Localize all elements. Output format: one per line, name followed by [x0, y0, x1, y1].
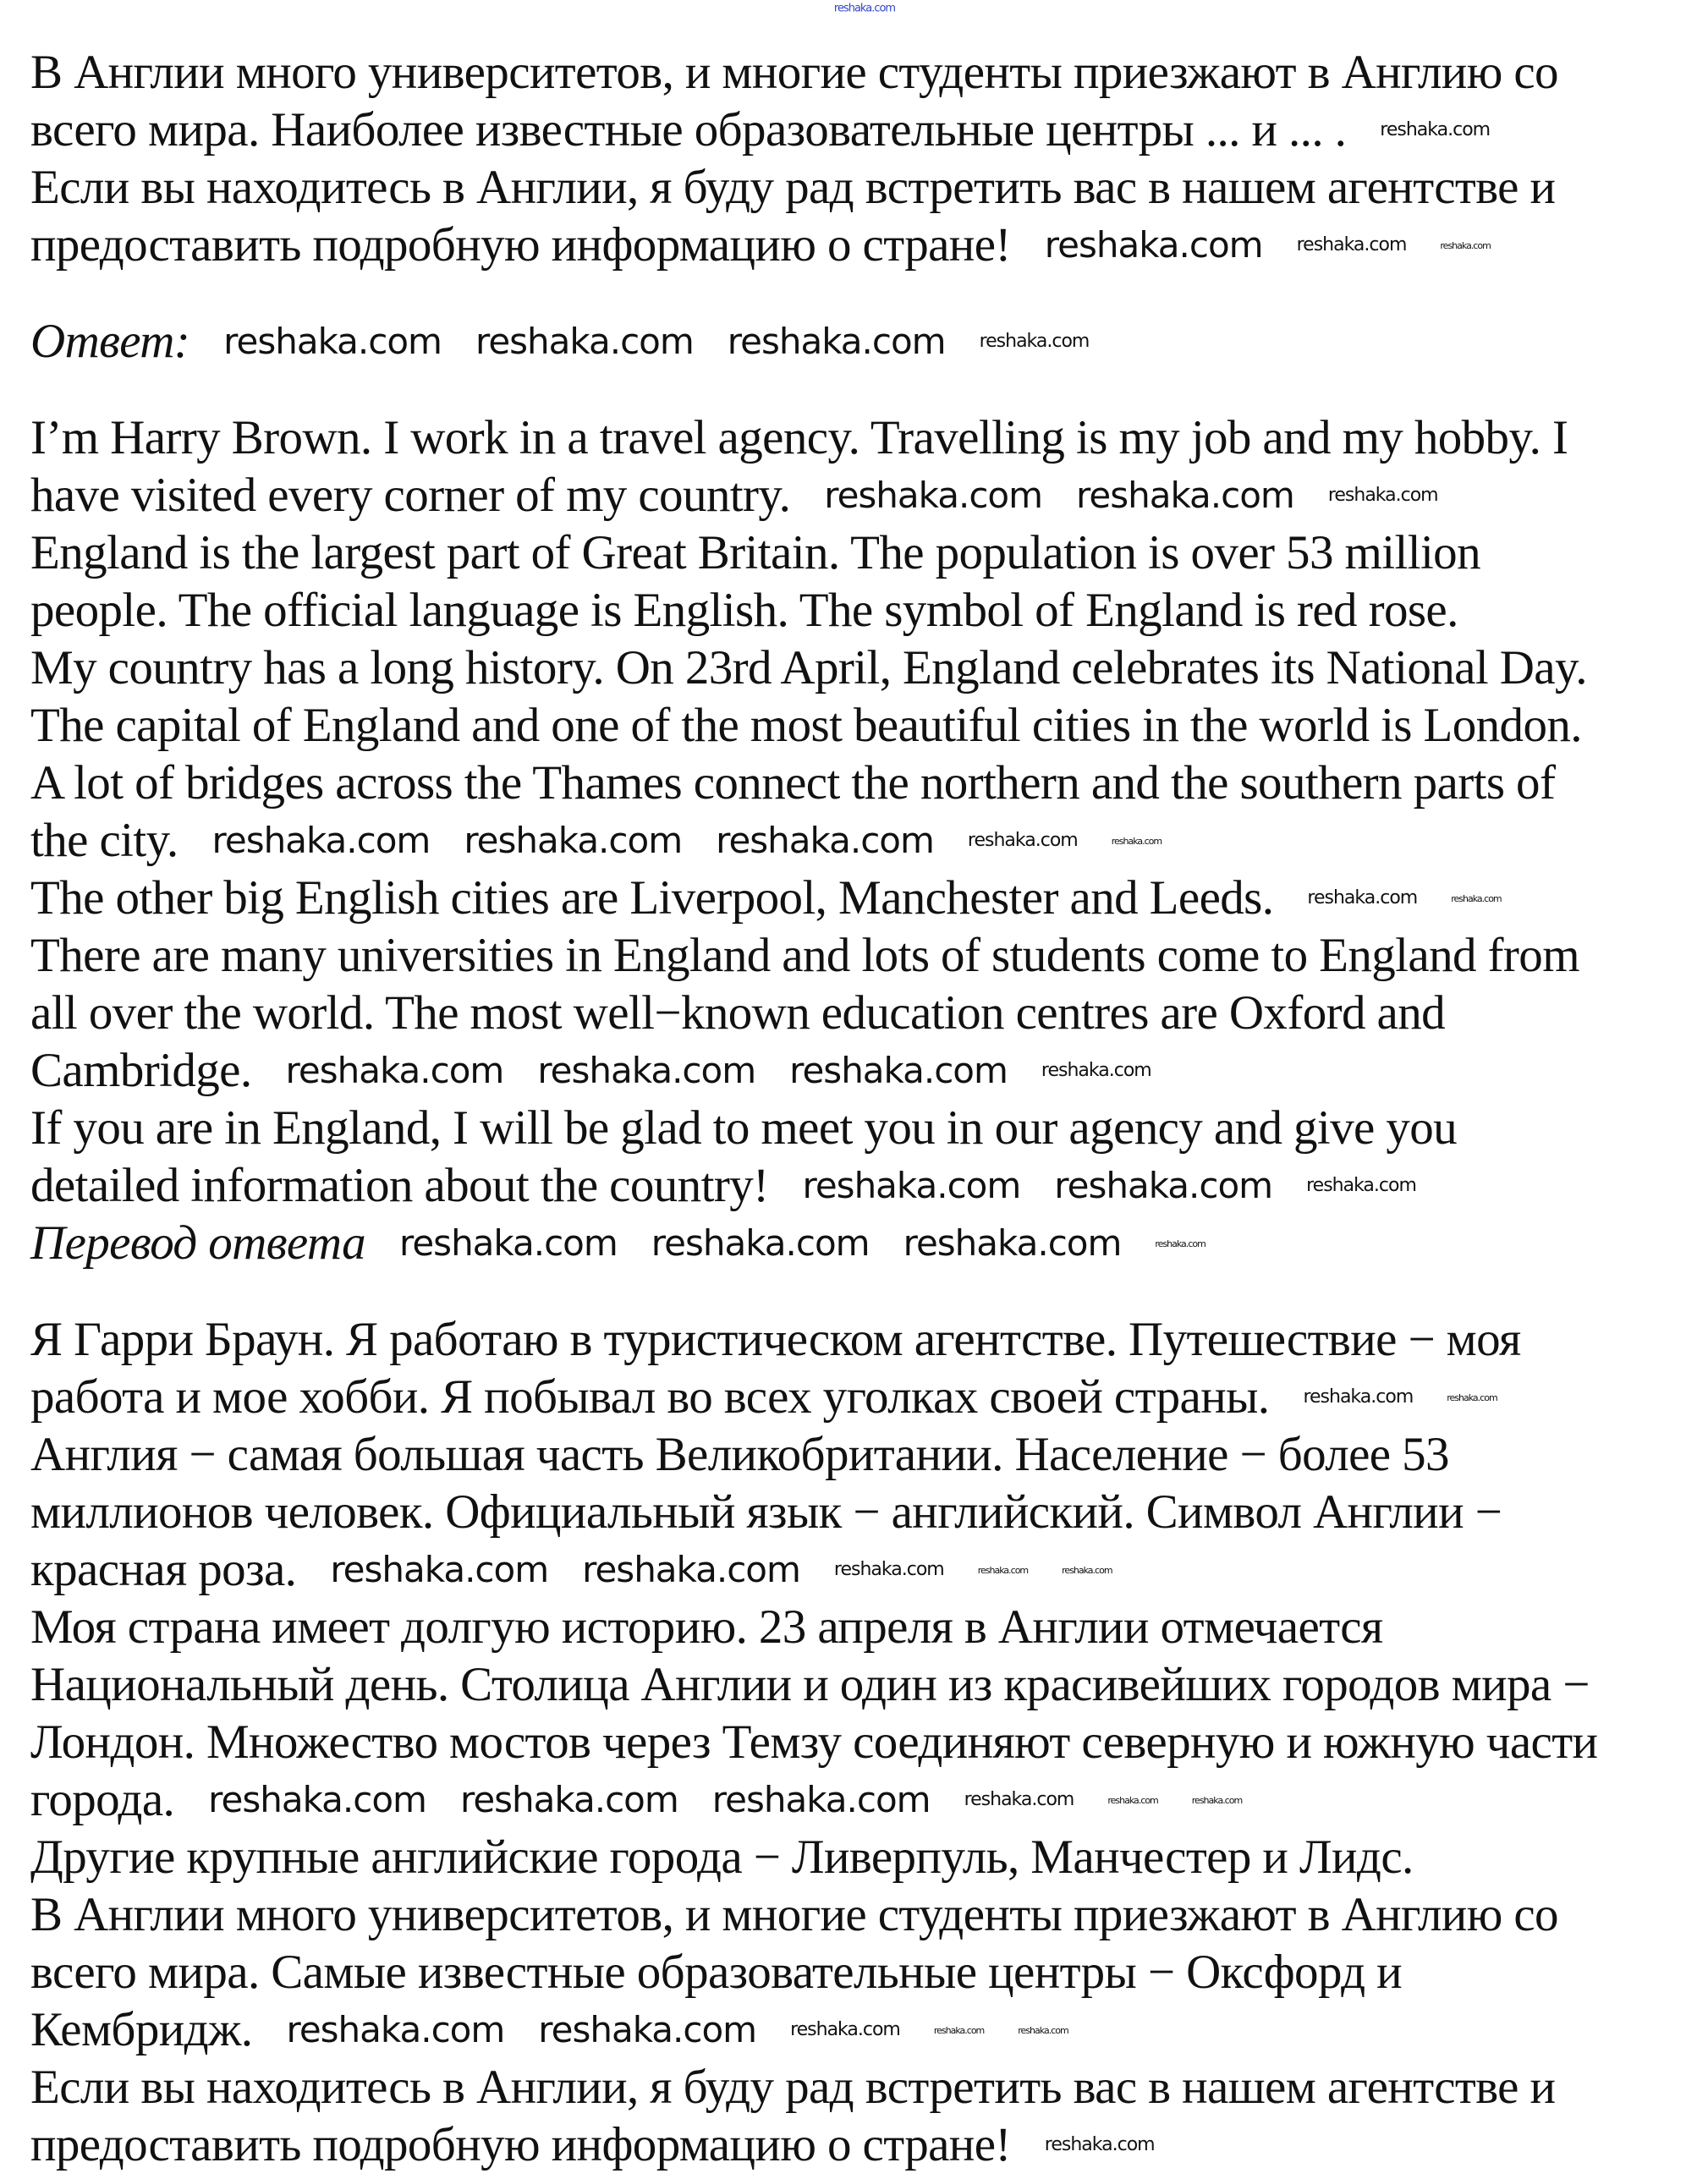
line-text: Я Гарри Браун. Я работаю в туристическом агентстве. Путешествие − моя [30, 1313, 1521, 1366]
line-text: The capital of England and one of the most beautiful cities in the world is London. [30, 699, 1582, 752]
text-line [30, 1426, 1708, 1484]
line-text: Cambridge. [30, 1044, 252, 1097]
line-text: города. [30, 1773, 175, 1826]
watermark: reshaka.com [1044, 224, 1263, 266]
line-text: If you are in England, I will be glad to meet you in our agency and give you [30, 1101, 1458, 1155]
text-line [30, 159, 1708, 217]
watermark: reshaka.com [1111, 835, 1162, 847]
line-text: Если вы находитесь в Англии, я буду рад встретить вас в нашем агентстве и [30, 2061, 1556, 2114]
watermark: reshaka.com [903, 1222, 1122, 1264]
text-line [30, 1042, 1708, 1100]
text-line [30, 1541, 1708, 1599]
document-body [30, 44, 1708, 2174]
answer-heading [30, 313, 1708, 370]
line-text: all over the world. The most well−known education centres are Oxford and [30, 986, 1446, 1040]
line-text: The other big English cities are Liverpool, Manchester and Leeds. [30, 871, 1274, 925]
watermark: reshaka.com [1076, 475, 1294, 516]
watermark: reshaka.com [223, 321, 442, 362]
watermark: reshaka.com [716, 820, 934, 861]
line-text: Национальный день. Столица Англии и один из красивейших городов мира − [30, 1658, 1590, 1711]
translation-text [30, 1311, 1708, 2174]
watermark: reshaka.com [727, 321, 946, 362]
text-line [30, 1599, 1708, 1656]
watermark: reshaka.com [824, 475, 1043, 516]
line-text: всего мира. Самые известные образовательные центры − Оксфорд и [30, 1946, 1403, 1999]
line-text: Англия − самая большая часть Великобритании. Население − более 53 [30, 1428, 1449, 1481]
line-text: I’m Harry Brown. I work in a travel agency. Travelling is my job and my hobby. I [30, 411, 1568, 464]
line-text: В Англии много университетов, и многие студенты приезжают в Англию со [30, 1888, 1558, 1941]
line-text: My country has a long history. On 23rd April, England celebrates its National Day. [30, 641, 1587, 694]
line-text: have visited every corner of my country. [30, 469, 791, 522]
watermark: reshaka.com [1327, 485, 1438, 506]
text-line [30, 2001, 1708, 2059]
text-line [30, 2059, 1708, 2116]
text-line [30, 467, 1708, 524]
watermark: reshaka.com [1018, 2024, 1068, 2036]
watermark: reshaka.com [330, 1549, 549, 1590]
watermark: reshaka.com [933, 2024, 985, 2036]
watermark: reshaka.com [537, 1050, 756, 1091]
text-line [30, 44, 1708, 102]
watermark: reshaka.com [790, 2019, 900, 2040]
watermark: reshaka.com [1440, 239, 1491, 251]
text-line [30, 870, 1708, 927]
heading-text: Ответ: [30, 315, 190, 368]
watermark: reshaka.com [1107, 1794, 1158, 1806]
text-line [30, 1656, 1708, 1714]
line-text: A lot of bridges across the Thames connect the northern and the southern parts of [30, 756, 1556, 810]
watermark: reshaka.com [964, 1789, 1074, 1810]
translation-heading [30, 1215, 1708, 1272]
text-line [30, 639, 1708, 697]
line-text: Кембридж. [30, 2003, 253, 2056]
watermark: reshaka.com [967, 830, 1078, 851]
line-text: работа и мое хобби. Я побывал во всех уголках своей страны. [30, 1370, 1270, 1424]
line-text: Лондон. Множество мостов через Темзу соединяют северную и южную части [30, 1715, 1598, 1769]
line-text: красная роза. [30, 1543, 297, 1596]
watermark: reshaka.com [1041, 1060, 1151, 1081]
watermark: reshaka.com [1380, 119, 1491, 140]
text-line [30, 812, 1708, 870]
text-line [30, 985, 1708, 1042]
line-text: В Англии много университетов, и многие студенты приезжают в Англию со [30, 46, 1558, 99]
watermark: reshaka.com [475, 321, 694, 362]
watermark: reshaka.com [1062, 1564, 1112, 1576]
text-line [30, 217, 1708, 274]
text-line [30, 1311, 1708, 1369]
line-text: всего мира. Наиболее известные образовательные центры ... и ... . [30, 103, 1347, 156]
watermark: reshaka.com [802, 1165, 1021, 1206]
watermark: reshaka.com [1307, 887, 1418, 908]
watermark: reshaka.com [538, 2009, 757, 2050]
text-line [30, 2116, 1708, 2174]
watermark: reshaka.com [1044, 2134, 1155, 2155]
watermark: reshaka.com [833, 1559, 944, 1580]
heading-text: Перевод ответа [30, 1216, 365, 1270]
watermark: reshaka.com [789, 1050, 1008, 1091]
line-text: the city. [30, 814, 178, 867]
text-line [30, 1829, 1708, 1886]
line-text: Другие крупные английские города − Ливерпуль, Манчестер и Лидс. [30, 1830, 1414, 1884]
line-text: There are many universities in England and lots of students come to England from [30, 929, 1579, 982]
text-line [30, 1484, 1708, 1541]
line-text: people. The official language is English. The symbol of England is red rose. [30, 584, 1458, 637]
watermark: reshaka.com [211, 820, 431, 861]
text-line [30, 524, 1708, 582]
watermark: reshaka.com [651, 1222, 870, 1264]
text-line [30, 1157, 1708, 1215]
watermark: reshaka.com [833, 2, 896, 15]
text-line [30, 409, 1708, 467]
watermark: reshaka.com [711, 1779, 931, 1820]
watermark: reshaka.com [286, 2009, 505, 2050]
text-line [30, 1886, 1708, 1944]
watermark: reshaka.com [977, 1564, 1029, 1576]
line-text: предоставить подробную информацию о стране! [30, 218, 1011, 272]
watermark: reshaka.com [582, 1549, 800, 1590]
text-line [30, 1369, 1708, 1426]
line-text: миллионов человек. Официальный язык − английский. Символ Англии − [30, 1485, 1502, 1539]
watermark: reshaka.com [399, 1222, 618, 1264]
text-line [30, 1944, 1708, 2001]
watermark: reshaka.com [285, 1050, 504, 1091]
watermark: reshaka.com [459, 1779, 678, 1820]
watermark: reshaka.com [1191, 1794, 1243, 1806]
watermark: reshaka.com [208, 1779, 426, 1820]
line-text: England is the largest part of Great Britain. The population is over 53 million [30, 526, 1480, 579]
text-line [30, 697, 1708, 755]
line-text: Если вы находитесь в Англии, я буду рад встретить вас в нашем агентстве и [30, 161, 1556, 214]
text-line [30, 927, 1708, 985]
watermark: reshaka.com [1155, 1238, 1205, 1249]
line-text: предоставить подробную информацию о стране! [30, 2118, 1011, 2171]
watermark: reshaka.com [1303, 1386, 1414, 1408]
watermark: reshaka.com [1447, 1391, 1497, 1403]
watermark: reshaka.com [464, 820, 683, 861]
text-line [30, 1771, 1708, 1829]
watermark: reshaka.com [1451, 892, 1502, 904]
text-line [30, 1100, 1708, 1157]
text-line [30, 582, 1708, 639]
watermark: reshaka.com [1306, 1175, 1416, 1196]
watermark: reshaka.com [979, 331, 1090, 352]
answer-text [30, 409, 1708, 1215]
line-text: Моя страна имеет долгую историю. 23 апреля в Англии отмечается [30, 1600, 1383, 1654]
text-line [30, 102, 1708, 159]
question-text [30, 44, 1708, 274]
line-text: detailed information about the country! [30, 1159, 769, 1212]
text-line [30, 755, 1708, 812]
watermark: reshaka.com [1296, 234, 1407, 255]
watermark: reshaka.com [1054, 1165, 1273, 1206]
text-line [30, 1714, 1708, 1771]
